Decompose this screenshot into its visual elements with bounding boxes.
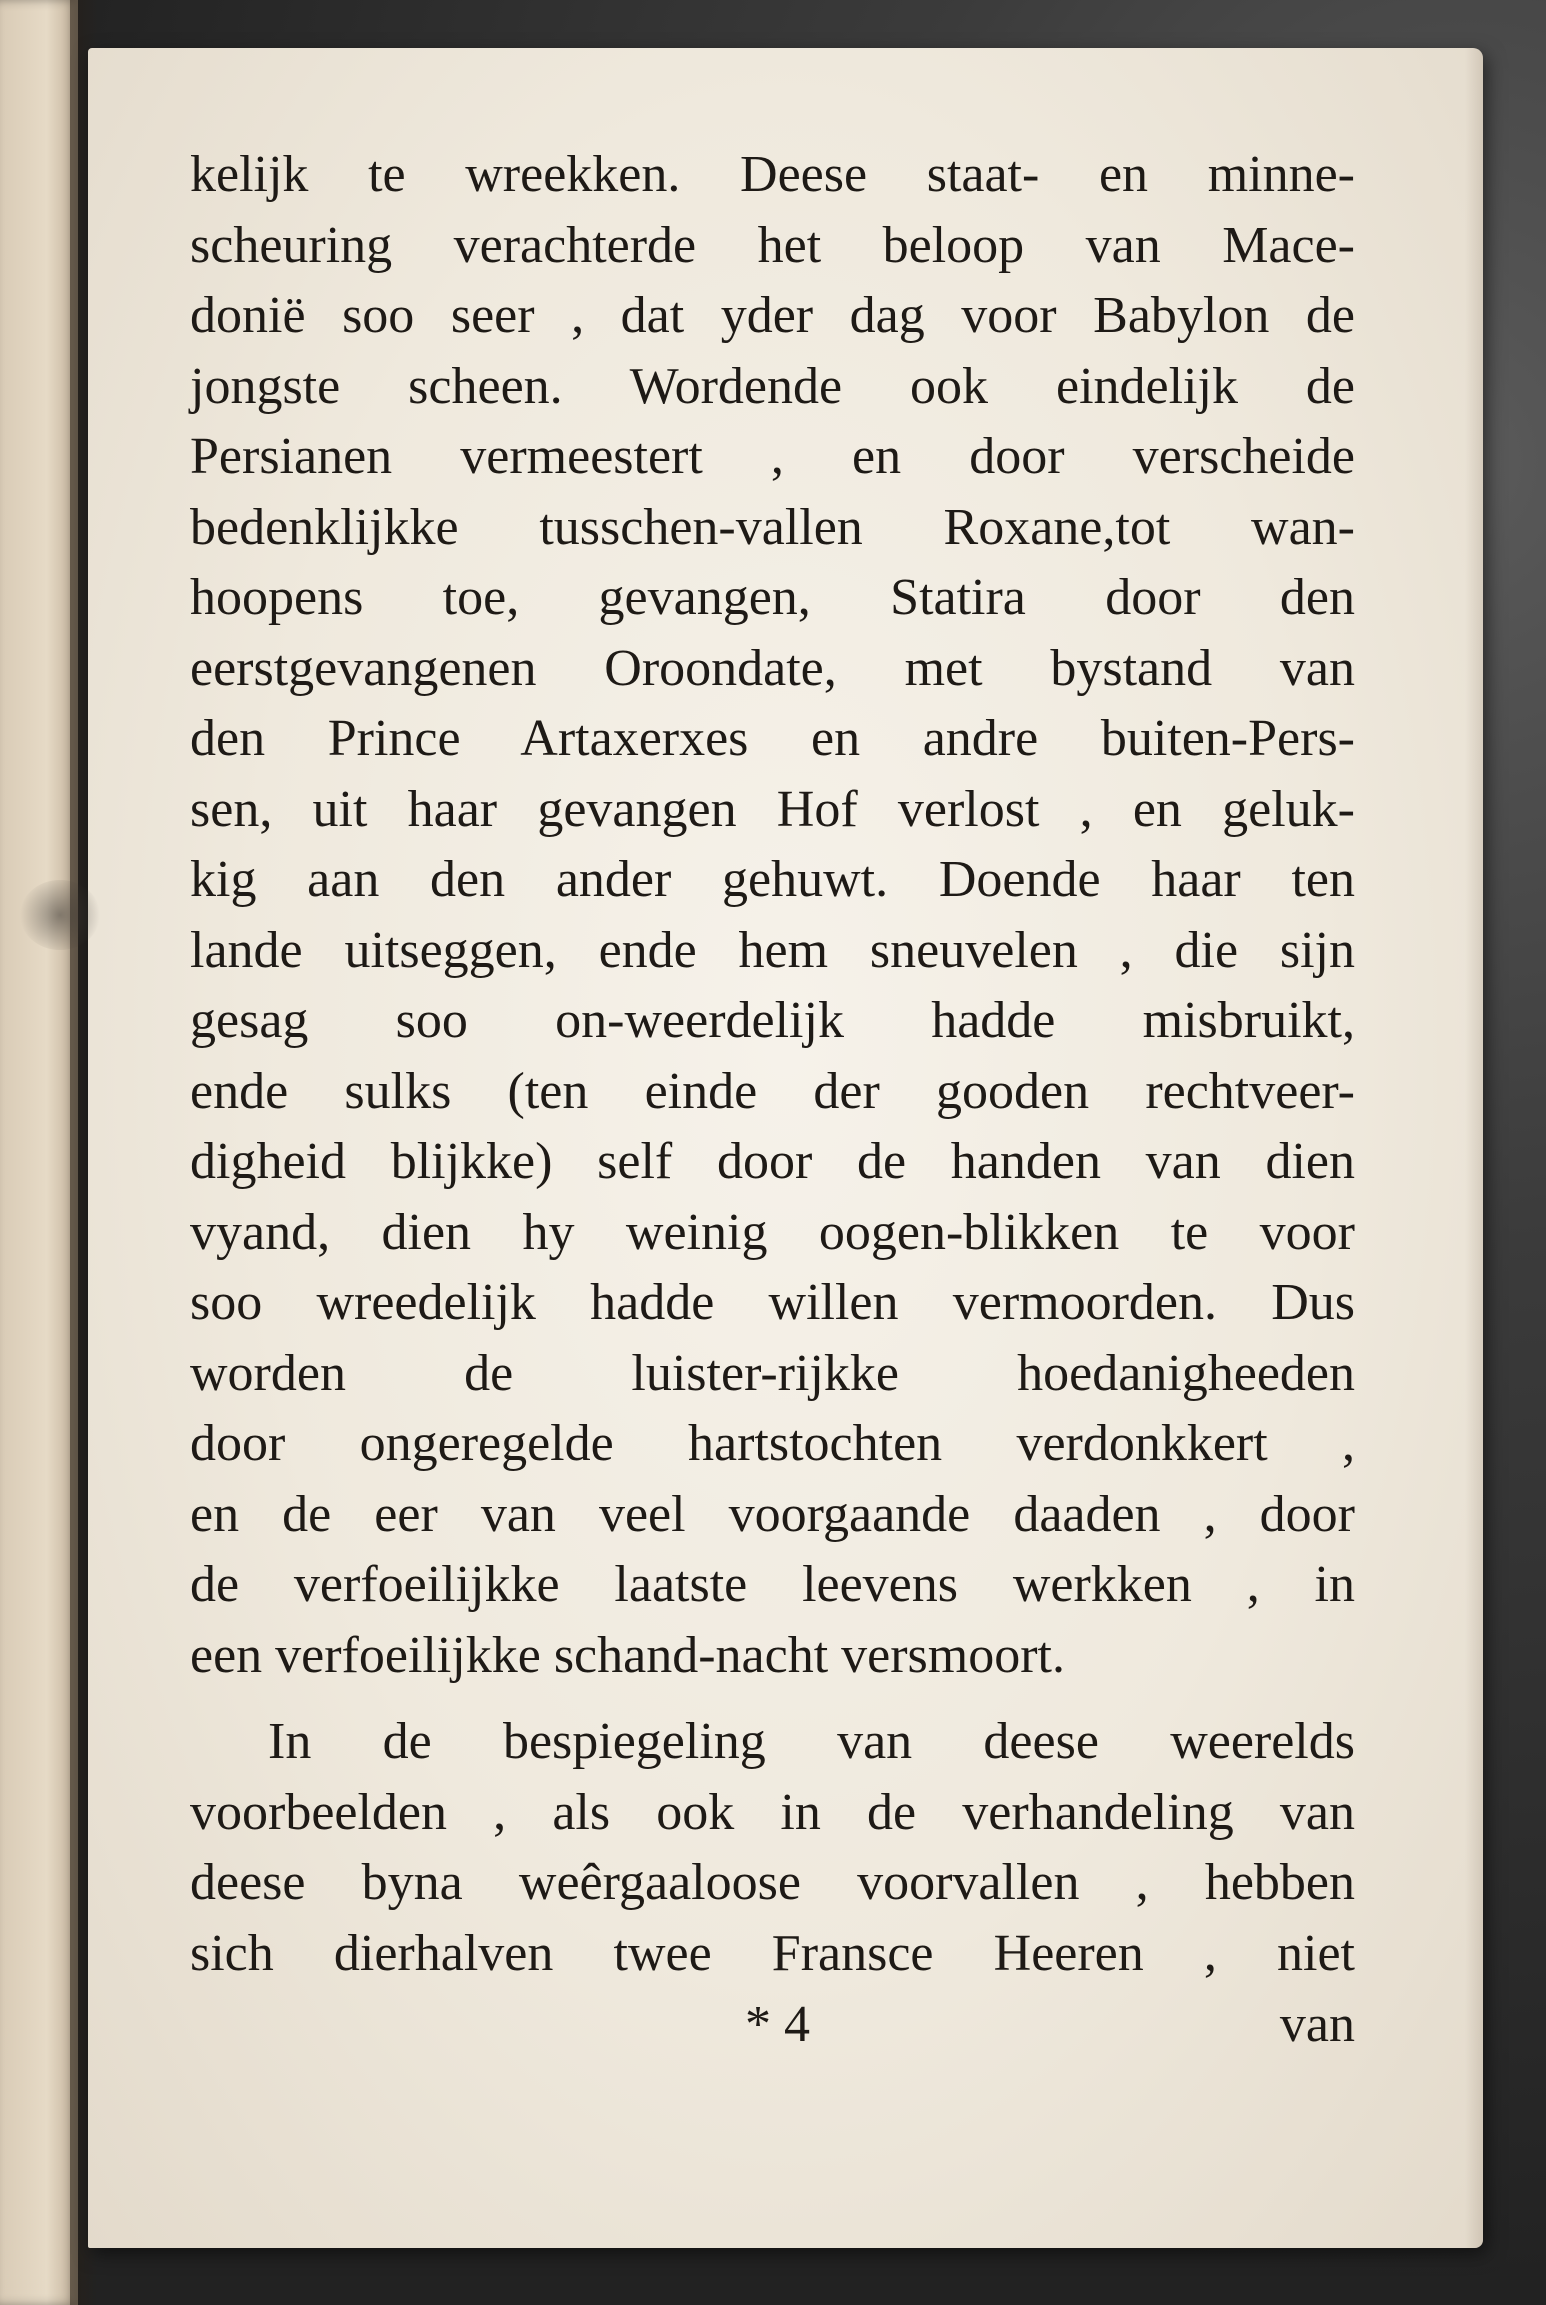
text-line: bedenklijkke tusschen-vallen Roxane,tot wan- <box>190 498 1355 556</box>
paragraph-gap <box>190 1691 1355 1707</box>
text-line: soo wreedelijk hadde willen vermoorden. Dus <box>190 1274 1355 1331</box>
text-line: scheuring verachterde het beloop van Mace- <box>190 216 1355 274</box>
text-line: jongste scheen. Wordende ook eindelijk de <box>190 357 1355 415</box>
text-line: kelijk te wreekken. Deese staat- en minne- <box>190 146 1355 203</box>
text-line: Persianen vermeestert , en door verscheide <box>190 428 1355 485</box>
text-line: door ongeregelde hartstochten verdonkkert , <box>190 1415 1355 1472</box>
text-line: ende sulks (ten einde der gooden rechtveer- <box>190 1062 1355 1120</box>
text-line: gesag soo on-weerdelijk hadde misbruikt, <box>190 992 1355 1049</box>
page-footer <box>190 1990 1355 2060</box>
text-line: deese byna weêrgaaloose voorvallen , hebben <box>190 1854 1355 1911</box>
text-line: lande uitseggen, ende hem sneuvelen , die sijn <box>190 921 1355 979</box>
text-line: sich dierhalven twee Fransce Heeren , niet <box>190 1924 1355 1982</box>
text-line: vyand, dien hy weinig oogen-blikken te voor <box>190 1203 1355 1261</box>
text-line: In de bespiegeling van deese weerelds <box>268 1713 1355 1770</box>
paragraph-2 <box>190 1707 1355 1989</box>
text-line: de verfoeilijkke laatste leevens werkken , in <box>190 1556 1355 1613</box>
facing-page-edge <box>0 0 78 2305</box>
text-line: kig aan den ander gehuwt. Doende haar ten <box>190 851 1355 908</box>
paragraph-1 <box>190 140 1355 1691</box>
text-line: voorbeelden , als ook in de verhandeling van <box>190 1783 1355 1841</box>
text-line: eerstgevangenen Oroondate, met bystand van <box>190 639 1355 697</box>
signature-mark: * 4 <box>745 1996 810 2053</box>
body-text <box>190 140 1355 1989</box>
page-edge-shading <box>1465 48 1483 2248</box>
catchword: van <box>1279 1996 1355 2053</box>
text-line: digheid blijkke) self door de handen van dien <box>190 1133 1355 1190</box>
text-line: worden de luister-rijkke hoedanigheeden <box>190 1344 1355 1402</box>
text-line: en de eer van veel voorgaande daaden , door <box>190 1485 1355 1543</box>
text-line: hoopens toe, gevangen, Statira door den <box>190 569 1355 626</box>
text-line: sen, uit haar gevangen Hof verlost , en geluk- <box>190 780 1355 838</box>
text-line: een verfoeilijkke schand-nacht versmoort. <box>190 1626 1065 1684</box>
ink-smudge <box>20 880 100 950</box>
text-line: den Prince Artaxerxes en andre buiten-Pers- <box>190 710 1355 767</box>
text-line: donië soo seer , dat yder dag voor Babylon de <box>190 287 1355 344</box>
